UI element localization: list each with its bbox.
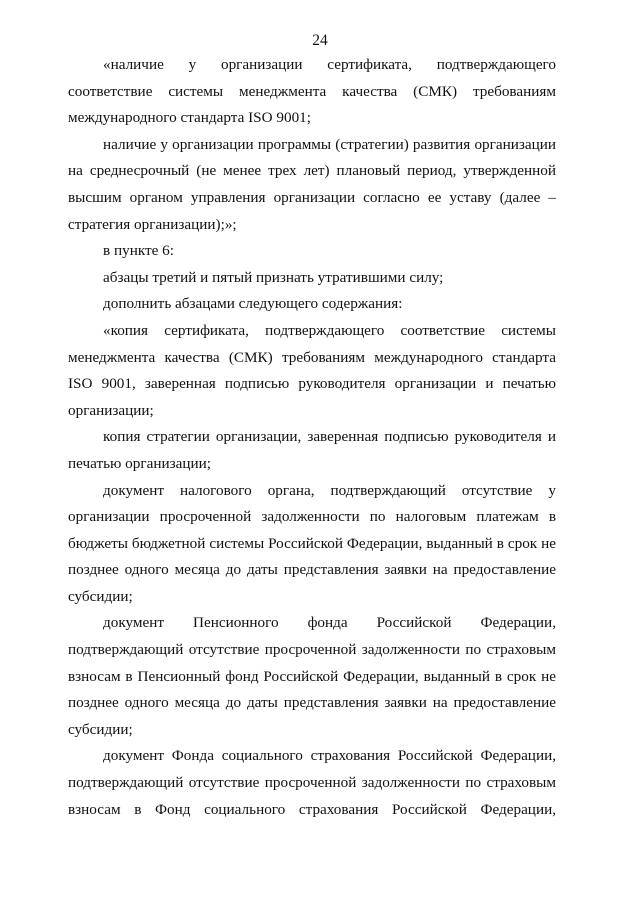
paragraph-certificate-copy: «копия сертификата, подтверждающего соответствие системы менеджмента качества (СМК) требованиям международного стандарта ISO 9001, заверенная подписью руководителя организации и печатью организации; [68, 321, 556, 419]
paragraph-social-insurance-document: документ Фонда социального страхования Российской Федерации, подтверждающий отсутствие просроченной задолженности по страховым взносам в Фонд социального страхования Российской Федерации, [68, 747, 556, 818]
page-number: 24 [312, 32, 328, 49]
paragraph-pension-document: документ Пенсионного фонда Российской Федерации, подтверждающий отсутствие просроченной задолженности по страховым взносам в Пенсионный фонд Российской Федерации, выданный в срок не позднее одного месяца до даты представления заявки на предоставление субсидии; [68, 614, 556, 738]
document-body [68, 52, 556, 823]
paragraph-iso-certificate: «наличие у организации сертификата, подтверждающего соответствие системы менеджмента качества (СМК) требованиям международного стандарта ISO 9001; [68, 56, 556, 127]
paragraph-item-6: в пункте 6: [103, 242, 174, 260]
paragraph-tax-document: документ налогового органа, подтверждающий отсутствие у организации просроченной задолженности по налоговым платежам в бюджеты бюджетной системы Российской Федерации, выданный в срок не позднее одного месяца до даты представления заявки на предоставление субсидии; [68, 481, 556, 605]
paragraph-supplement: дополнить абзацами следующего содержания: [103, 295, 403, 313]
paragraph-strategy-copy: копия стратегии организации, заверенная подписью руководителя и печатью организации; [68, 428, 556, 472]
paragraph-development-strategy: наличие у организации программы (стратегии) развития организации на среднесрочный (не менее трех лет) плановый период, утвержденной высшим органом управления организации согласно ее уставу (далее – стратегия организации);»; [68, 135, 556, 233]
paragraph-repeal: абзацы третий и пятый признать утратившими силу; [103, 268, 444, 286]
